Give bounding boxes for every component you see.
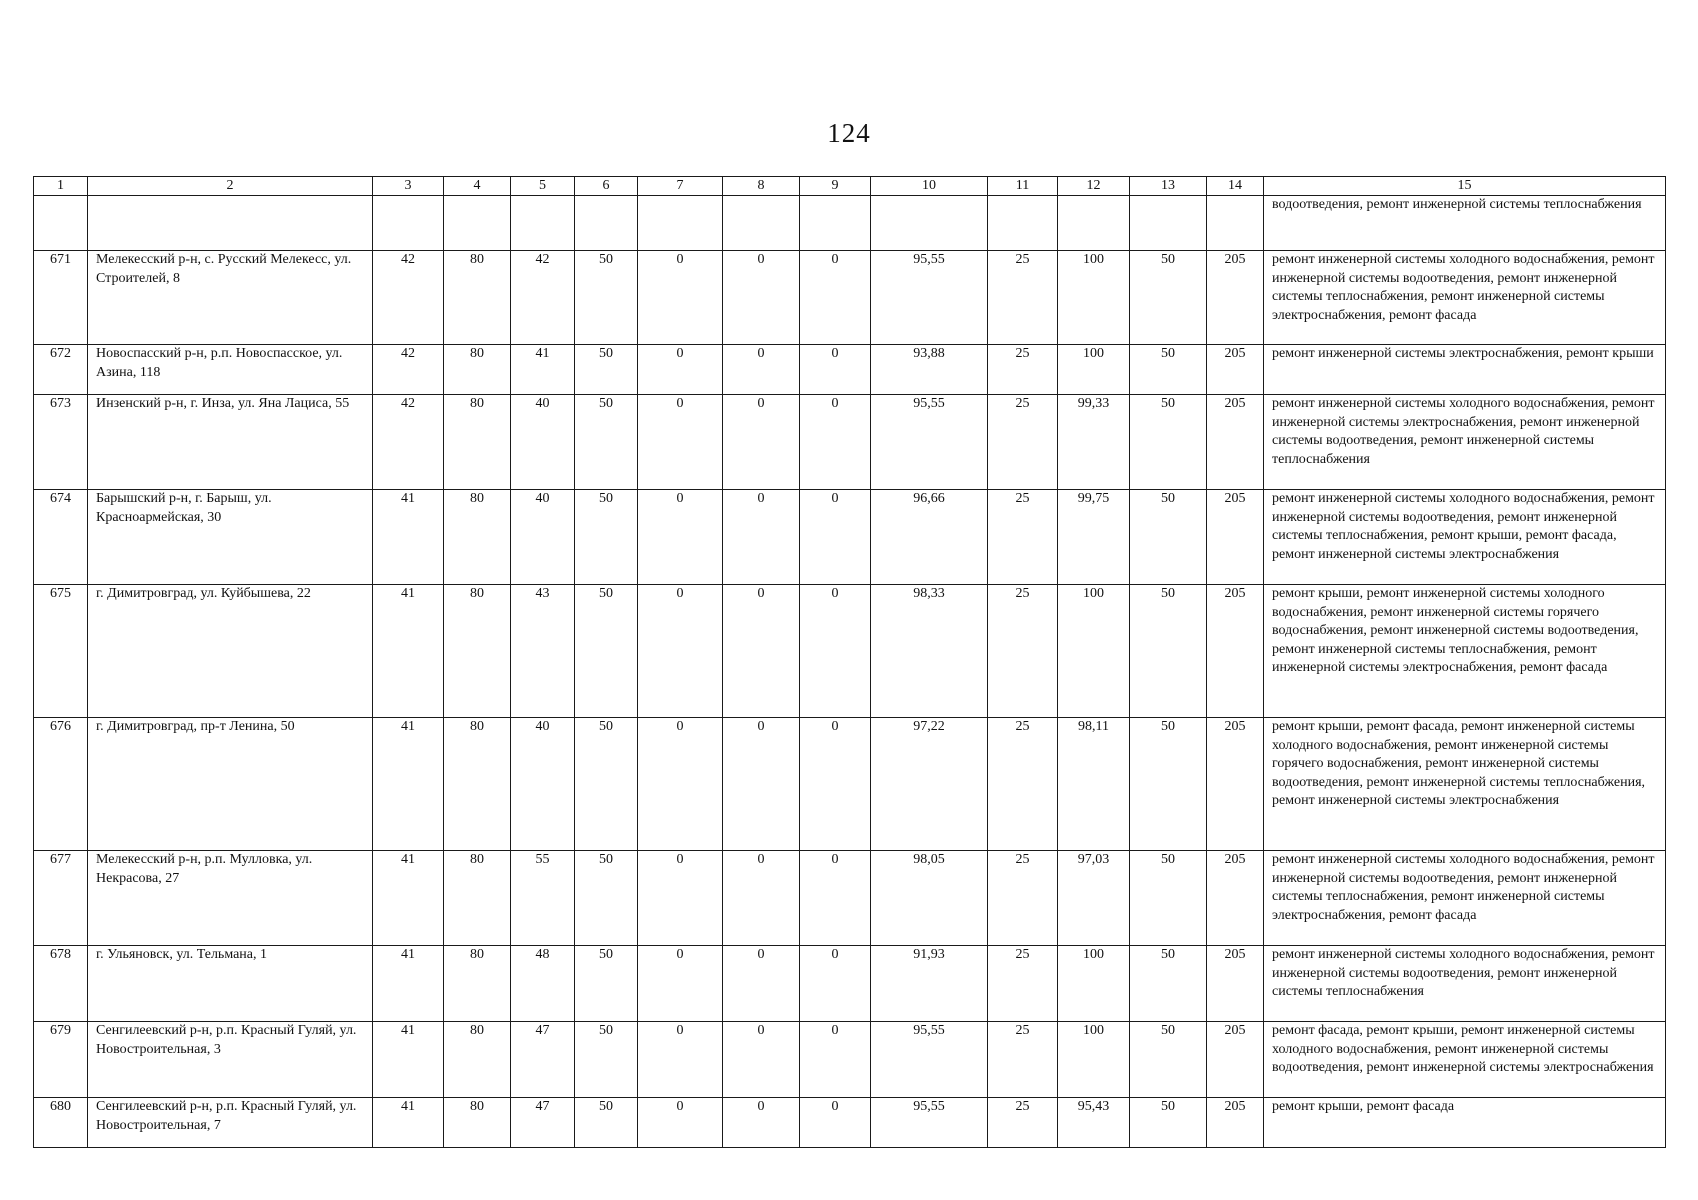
col-11-value: 25	[988, 851, 1058, 946]
address	[88, 196, 373, 251]
col-14-value: 205	[1207, 1098, 1264, 1148]
col-12-value	[1058, 196, 1130, 251]
header-cell: 5	[511, 177, 575, 196]
works-description: ремонт крыши, ремонт инженерной системы холодного водоснабжения, ремонт инженерной системы горячего водоснабжения, ремонт инженерной системы водоотведения, ремонт инженерной системы теплоснабжения, ремонт инженерной системы электроснабжения, ремонт фасада	[1264, 585, 1666, 718]
works-description: ремонт инженерной системы холодного водоснабжения, ремонт инженерной системы водоотведения, ремонт инженерной системы теплоснабжения, ремонт инженерной системы электроснабжения, ремонт фасада	[1264, 851, 1666, 946]
table-row	[34, 1098, 1666, 1148]
row-number	[34, 196, 88, 251]
col-8-value: 0	[723, 585, 800, 718]
works-description: ремонт инженерной системы холодного водоснабжения, ремонт инженерной системы водоотведения, ремонт инженерной системы теплоснабжения, ремонт инженерной системы электроснабжения, ремонт фасада	[1264, 251, 1666, 345]
col-9-value: 0	[800, 851, 871, 946]
col-8-value: 0	[723, 345, 800, 395]
table-row	[34, 1022, 1666, 1098]
col-11-value: 25	[988, 718, 1058, 851]
works-description: ремонт инженерной системы холодного водоснабжения, ремонт инженерной системы водоотведения, ремонт инженерной системы теплоснабжения, ремонт крыши, ремонт фасада, ремонт инженерной системы электроснабжения	[1264, 490, 1666, 585]
col-8-value: 0	[723, 251, 800, 345]
col-13-value: 50	[1130, 1098, 1207, 1148]
col-8-value: 0	[723, 1022, 800, 1098]
col-13-value: 50	[1130, 946, 1207, 1022]
col-12-value: 98,11	[1058, 718, 1130, 851]
col-6-value: 50	[575, 345, 638, 395]
col-7-value: 0	[638, 946, 723, 1022]
table-row	[34, 946, 1666, 1022]
table-row	[34, 251, 1666, 345]
col-6-value: 50	[575, 946, 638, 1022]
col-6-value: 50	[575, 490, 638, 585]
col-5-value: 40	[511, 395, 575, 490]
col-5-value: 48	[511, 946, 575, 1022]
header-cell: 14	[1207, 177, 1264, 196]
header-cell: 8	[723, 177, 800, 196]
col-10-value: 95,55	[871, 1022, 988, 1098]
col-9-value: 0	[800, 251, 871, 345]
table-row	[34, 490, 1666, 585]
row-number: 671	[34, 251, 88, 345]
header-cell: 9	[800, 177, 871, 196]
works-description: ремонт фасада, ремонт крыши, ремонт инженерной системы холодного водоснабжения, ремонт инженерной системы водоотведения, ремонт инженерной системы электроснабжения	[1264, 1022, 1666, 1098]
col-9-value: 0	[800, 395, 871, 490]
col-3-value: 41	[373, 851, 444, 946]
col-3-value: 41	[373, 1022, 444, 1098]
col-5-value: 47	[511, 1098, 575, 1148]
col-7-value: 0	[638, 395, 723, 490]
col-13-value	[1130, 196, 1207, 251]
col-11-value: 25	[988, 490, 1058, 585]
header-cell: 12	[1058, 177, 1130, 196]
col-4-value: 80	[444, 946, 511, 1022]
col-10-value: 98,33	[871, 585, 988, 718]
col-4-value: 80	[444, 718, 511, 851]
col-6-value: 50	[575, 585, 638, 718]
col-7-value: 0	[638, 585, 723, 718]
col-12-value: 99,33	[1058, 395, 1130, 490]
col-7-value: 0	[638, 345, 723, 395]
header-cell: 3	[373, 177, 444, 196]
col-8-value: 0	[723, 395, 800, 490]
col-12-value: 100	[1058, 1022, 1130, 1098]
col-9-value: 0	[800, 1022, 871, 1098]
works-description: ремонт инженерной системы электроснабжения, ремонт крыши	[1264, 345, 1666, 395]
col-12-value: 100	[1058, 946, 1130, 1022]
col-6-value: 50	[575, 395, 638, 490]
col-3-value	[373, 196, 444, 251]
col-11-value: 25	[988, 1098, 1058, 1148]
col-13-value: 50	[1130, 585, 1207, 718]
col-14-value: 205	[1207, 490, 1264, 585]
header-row	[34, 177, 1666, 196]
col-14-value: 205	[1207, 395, 1264, 490]
col-11-value: 25	[988, 345, 1058, 395]
col-3-value: 42	[373, 345, 444, 395]
col-11-value: 25	[988, 251, 1058, 345]
col-3-value: 41	[373, 718, 444, 851]
col-12-value: 95,43	[1058, 1098, 1130, 1148]
col-8-value	[723, 196, 800, 251]
col-8-value: 0	[723, 1098, 800, 1148]
col-4-value: 80	[444, 851, 511, 946]
works-description: ремонт крыши, ремонт фасада	[1264, 1098, 1666, 1148]
col-7-value: 0	[638, 251, 723, 345]
col-10-value: 97,22	[871, 718, 988, 851]
row-number: 680	[34, 1098, 88, 1148]
col-10-value: 95,55	[871, 395, 988, 490]
address: г. Ульяновск, ул. Тельмана, 1	[88, 946, 373, 1022]
row-number: 679	[34, 1022, 88, 1098]
col-14-value: 205	[1207, 251, 1264, 345]
col-9-value: 0	[800, 718, 871, 851]
row-number: 674	[34, 490, 88, 585]
col-10-value: 96,66	[871, 490, 988, 585]
col-5-value	[511, 196, 575, 251]
col-14-value: 205	[1207, 946, 1264, 1022]
col-13-value: 50	[1130, 251, 1207, 345]
address: Новоспасский р-н, р.п. Новоспасское, ул. Азина, 118	[88, 345, 373, 395]
row-number: 677	[34, 851, 88, 946]
row-number: 673	[34, 395, 88, 490]
col-7-value: 0	[638, 1098, 723, 1148]
works-description: ремонт инженерной системы холодного водоснабжения, ремонт инженерной системы водоотведения, ремонт инженерной системы теплоснабжения	[1264, 946, 1666, 1022]
col-4-value	[444, 196, 511, 251]
col-11-value	[988, 196, 1058, 251]
col-11-value: 25	[988, 585, 1058, 718]
row-number: 676	[34, 718, 88, 851]
address: г. Димитровград, пр-т Ленина, 50	[88, 718, 373, 851]
col-5-value: 40	[511, 718, 575, 851]
table-row	[34, 718, 1666, 851]
col-4-value: 80	[444, 251, 511, 345]
table-row	[34, 851, 1666, 946]
header-cell: 15	[1264, 177, 1666, 196]
header-cell: 2	[88, 177, 373, 196]
col-14-value: 205	[1207, 718, 1264, 851]
col-7-value: 0	[638, 1022, 723, 1098]
col-4-value: 80	[444, 1098, 511, 1148]
col-14-value: 205	[1207, 1022, 1264, 1098]
col-10-value: 98,05	[871, 851, 988, 946]
col-13-value: 50	[1130, 490, 1207, 585]
col-10-value: 95,55	[871, 1098, 988, 1148]
col-9-value: 0	[800, 1098, 871, 1148]
col-9-value: 0	[800, 345, 871, 395]
col-5-value: 55	[511, 851, 575, 946]
col-12-value: 100	[1058, 251, 1130, 345]
header-cell: 7	[638, 177, 723, 196]
col-12-value: 97,03	[1058, 851, 1130, 946]
works-description: водоотведения, ремонт инженерной системы теплоснабжения	[1264, 196, 1666, 251]
col-12-value: 99,75	[1058, 490, 1130, 585]
col-4-value: 80	[444, 395, 511, 490]
address: Сенгилеевский р-н, р.п. Красный Гуляй, ул. Новостроительная, 3	[88, 1022, 373, 1098]
col-3-value: 41	[373, 585, 444, 718]
address: Барышский р-н, г. Барыш, ул. Красноармейская, 30	[88, 490, 373, 585]
table-row	[34, 196, 1666, 251]
col-5-value: 41	[511, 345, 575, 395]
address: Мелекесский р-н, р.п. Мулловка, ул. Некрасова, 27	[88, 851, 373, 946]
col-6-value: 50	[575, 851, 638, 946]
col-7-value: 0	[638, 490, 723, 585]
col-6-value: 50	[575, 718, 638, 851]
col-13-value: 50	[1130, 395, 1207, 490]
table-row	[34, 585, 1666, 718]
col-3-value: 42	[373, 395, 444, 490]
col-14-value: 205	[1207, 851, 1264, 946]
col-11-value: 25	[988, 395, 1058, 490]
col-4-value: 80	[444, 345, 511, 395]
col-7-value: 0	[638, 851, 723, 946]
col-8-value: 0	[723, 490, 800, 585]
col-6-value: 50	[575, 1022, 638, 1098]
col-13-value: 50	[1130, 345, 1207, 395]
col-10-value: 95,55	[871, 251, 988, 345]
col-5-value: 47	[511, 1022, 575, 1098]
col-10-value	[871, 196, 988, 251]
col-4-value: 80	[444, 585, 511, 718]
header-cell: 1	[34, 177, 88, 196]
col-13-value: 50	[1130, 851, 1207, 946]
col-9-value: 0	[800, 585, 871, 718]
address: Инзенский р-н, г. Инза, ул. Яна Лациса, 55	[88, 395, 373, 490]
col-6-value: 50	[575, 251, 638, 345]
row-number: 675	[34, 585, 88, 718]
col-8-value: 0	[723, 851, 800, 946]
col-10-value: 91,93	[871, 946, 988, 1022]
col-8-value: 0	[723, 946, 800, 1022]
header-cell: 6	[575, 177, 638, 196]
col-13-value: 50	[1130, 718, 1207, 851]
col-5-value: 40	[511, 490, 575, 585]
works-description: ремонт инженерной системы холодного водоснабжения, ремонт инженерной системы электроснабжения, ремонт инженерной системы водоотведения, ремонт инженерной системы теплоснабжения	[1264, 395, 1666, 490]
col-5-value: 42	[511, 251, 575, 345]
col-5-value: 43	[511, 585, 575, 718]
col-12-value: 100	[1058, 345, 1130, 395]
address: Сенгилеевский р-н, р.п. Красный Гуляй, ул. Новостроительная, 7	[88, 1098, 373, 1148]
col-11-value: 25	[988, 1022, 1058, 1098]
col-3-value: 41	[373, 490, 444, 585]
col-11-value: 25	[988, 946, 1058, 1022]
col-9-value: 0	[800, 946, 871, 1022]
header-cell: 4	[444, 177, 511, 196]
row-number: 678	[34, 946, 88, 1022]
col-4-value: 80	[444, 1022, 511, 1098]
col-12-value: 100	[1058, 585, 1130, 718]
col-10-value: 93,88	[871, 345, 988, 395]
registry-table	[33, 176, 1666, 1148]
table-row	[34, 395, 1666, 490]
col-14-value: 205	[1207, 585, 1264, 718]
col-3-value: 41	[373, 946, 444, 1022]
col-3-value: 42	[373, 251, 444, 345]
address: Мелекесский р-н, с. Русский Мелекесс, ул. Строителей, 8	[88, 251, 373, 345]
header-cell: 13	[1130, 177, 1207, 196]
col-6-value	[575, 196, 638, 251]
col-9-value: 0	[800, 490, 871, 585]
works-description: ремонт крыши, ремонт фасада, ремонт инженерной системы холодного водоснабжения, ремонт инженерной системы горячего водоснабжения, ремонт инженерной системы водоотведения, ремонт инженерной системы теплоснабжения, ремонт инженерной системы электроснабжения	[1264, 718, 1666, 851]
col-7-value: 0	[638, 718, 723, 851]
header-cell: 11	[988, 177, 1058, 196]
col-9-value	[800, 196, 871, 251]
col-13-value: 50	[1130, 1022, 1207, 1098]
header-cell: 10	[871, 177, 988, 196]
col-7-value	[638, 196, 723, 251]
col-14-value	[1207, 196, 1264, 251]
table-row	[34, 345, 1666, 395]
col-4-value: 80	[444, 490, 511, 585]
col-3-value: 41	[373, 1098, 444, 1148]
registry-body	[34, 177, 1666, 1148]
col-14-value: 205	[1207, 345, 1264, 395]
page-number: 124	[827, 118, 871, 148]
col-8-value: 0	[723, 718, 800, 851]
row-number: 672	[34, 345, 88, 395]
address: г. Димитровград, ул. Куйбышева, 22	[88, 585, 373, 718]
col-6-value: 50	[575, 1098, 638, 1148]
